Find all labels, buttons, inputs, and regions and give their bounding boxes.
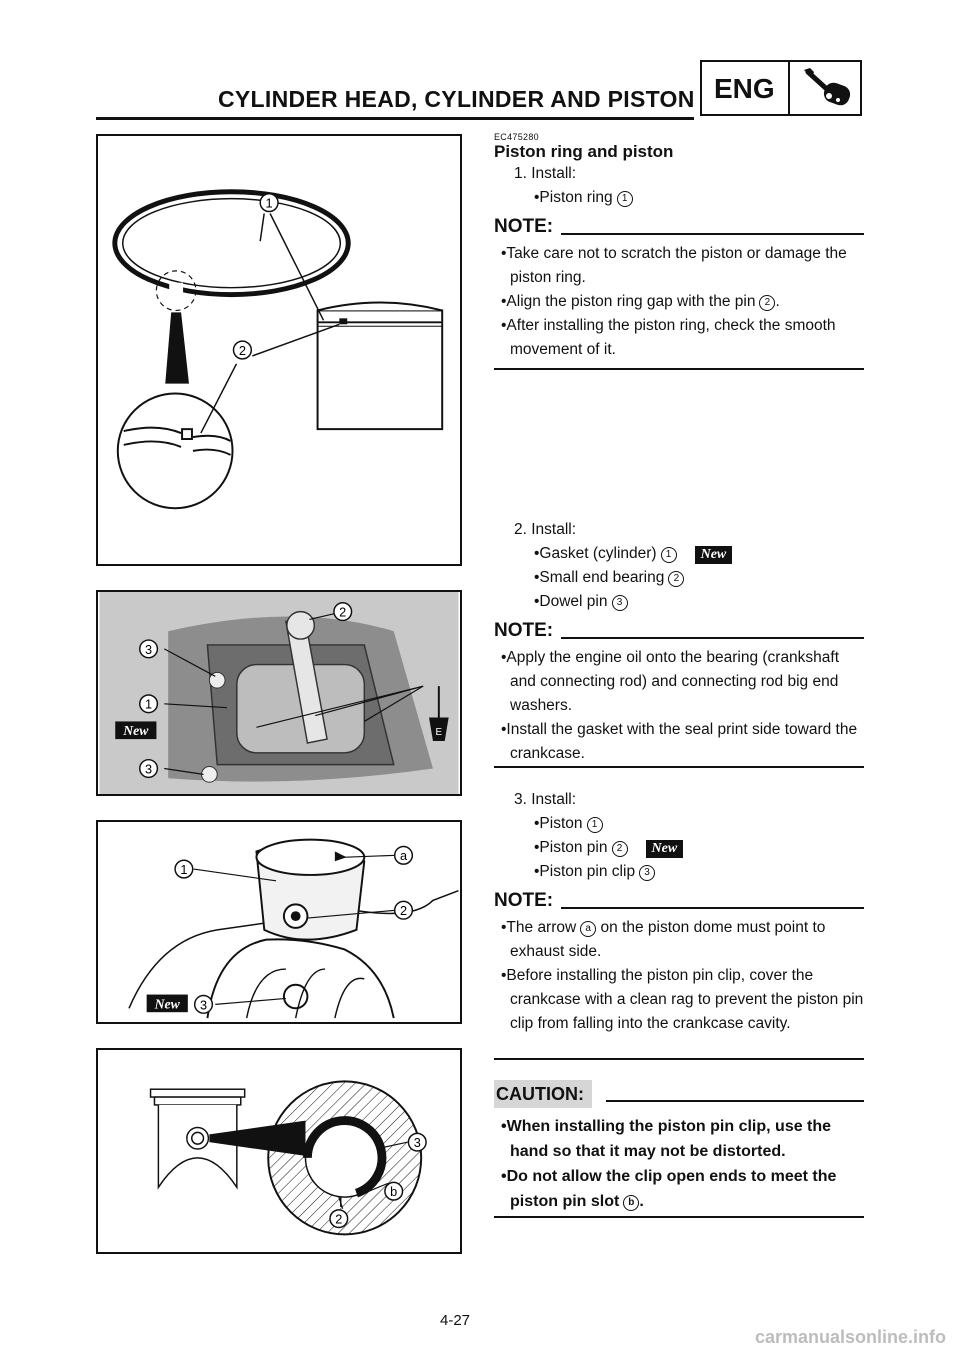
step1-note-1: •Take care not to scratch the piston or damage the piston ring. (501, 245, 847, 286)
eng-section-badge (700, 60, 862, 116)
fig2-callout-1: 1 (145, 696, 153, 712)
figure-gasket-bearing (96, 590, 462, 796)
step3-item-piston: •Piston 1 (494, 812, 864, 836)
caution-item-2: •Do not allow the clip open ends to meet the piston pin slot b . (501, 1168, 837, 1210)
step2-label: 2. Install: (514, 521, 577, 538)
step2-note-end-rule (494, 766, 864, 768)
step2-note-heading: NOTE: (494, 620, 864, 642)
caution-item-1: •When installing the piston pin clip, use the hand so that it may not be distorted. (501, 1118, 832, 1160)
fig4-callout-3: 3 (413, 1135, 421, 1151)
step2-note-2: •Install the gasket with the seal print side toward the crankcase. (501, 721, 858, 762)
fig2-new-badge: New (123, 723, 149, 739)
step1-note-heading: NOTE: (494, 216, 864, 238)
step3-note-heading: NOTE: (494, 890, 864, 912)
step3-note-1: •The arrow a on the piston dome must point to exhaust side. (501, 919, 826, 960)
step3-label: 3. Install: (514, 791, 577, 808)
figure-piston-ring (96, 134, 462, 566)
gasket-photo-illustration (98, 592, 460, 794)
caution-end-rule (494, 1216, 864, 1218)
fig2-callout-2: 2 (339, 604, 347, 620)
engine-oil-mark: E (435, 727, 443, 739)
fig3-callout-a: a (399, 848, 408, 864)
fig3-callout-2: 2 (399, 903, 408, 919)
step1-item-piston-ring: •Piston ring 1 (494, 186, 864, 210)
caution-block (494, 1080, 864, 1214)
step3-note-2: •Before installing the piston pin clip, cover the crankcase with a clean rag to prevent the piston pin clip from falling into the crankcase cavity. (501, 967, 864, 1032)
piston-ring-illustration (98, 136, 460, 564)
fig1-callout-2: 2 (238, 342, 246, 358)
step1-note-end-rule (494, 368, 864, 370)
page-header-title: CYLINDER HEAD, CYLINDER AND PISTON (218, 86, 695, 112)
figure-piston-pin-clip (96, 1048, 462, 1254)
section-piston-ring (494, 132, 864, 362)
piston-install-illustration (98, 822, 460, 1022)
step3-note-end-rule (494, 1058, 864, 1060)
step2-item-bearing: •Small end bearing 2 (494, 566, 864, 590)
section-title: Piston ring and piston (494, 142, 674, 161)
fig4-callout-b: b (390, 1184, 398, 1200)
step2-block (494, 518, 864, 766)
step2-note-1: •Apply the engine oil onto the bearing (crankshaft and connecting rod) and connecting rod big end washers. (501, 649, 840, 714)
new-badge: New (695, 546, 733, 564)
step3-block (494, 788, 864, 1036)
caution-heading (494, 1080, 864, 1108)
page-number: 4-27 (440, 1312, 471, 1329)
fig2-callout-3-top: 3 (145, 641, 153, 657)
badge-divider (788, 62, 790, 114)
step2-item-dowel: •Dowel pin 3 (494, 590, 864, 614)
figure-piston-install (96, 820, 462, 1024)
wrench-screwdriver-icon (800, 66, 856, 110)
piston-pin-clip-illustration (98, 1050, 460, 1252)
fig3-callout-1: 1 (180, 861, 188, 877)
fig2-callout-3-bottom: 3 (145, 761, 153, 777)
step1-note-2: •Align the piston ring gap with the pin 2 . (501, 293, 780, 310)
section-code: EC475280 (494, 132, 539, 142)
step3-item-pin: •Piston pin 2 New (494, 836, 864, 860)
eng-label: ENG (714, 73, 775, 104)
fig1-callout-1: 1 (265, 195, 273, 211)
header-rule (96, 117, 694, 120)
fig4-callout-2: 2 (335, 1211, 343, 1227)
new-badge: New (646, 840, 684, 858)
step2-item-gasket: •Gasket (cylinder) 1 New (494, 542, 864, 566)
fig3-new-badge: New (154, 996, 180, 1012)
step1-note-3: •After installing the piston ring, check the smooth movement of it. (501, 317, 836, 358)
step3-item-clip: •Piston pin clip 3 (494, 860, 864, 884)
step1-label: 1. Install: (514, 165, 577, 182)
caution-label: CAUTION: (494, 1080, 592, 1108)
step1-item-num: 1 (617, 191, 633, 207)
watermark: carmanualsonline.info (754, 1327, 946, 1347)
fig3-callout-3: 3 (199, 997, 208, 1013)
